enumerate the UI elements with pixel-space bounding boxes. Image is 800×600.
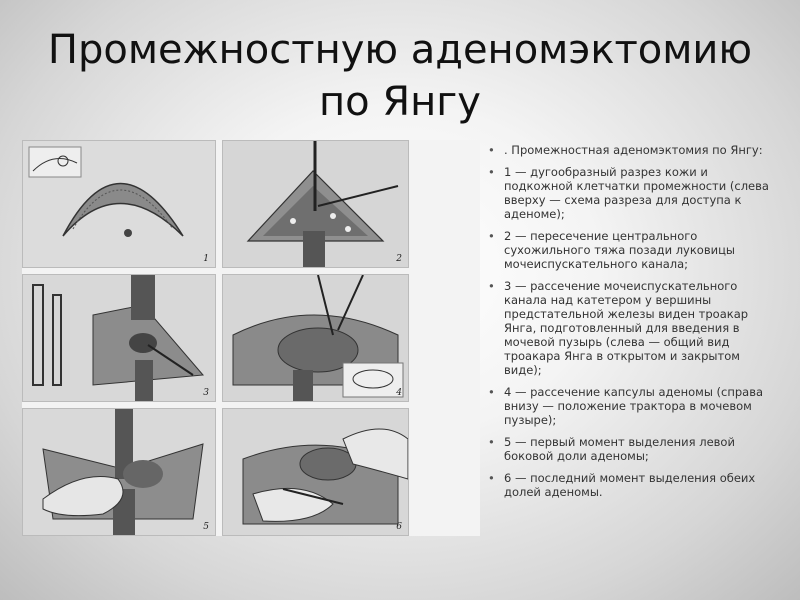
bullet-icon: • [488, 143, 495, 157]
bullet-icon: • [488, 279, 495, 293]
list-item: • 5 — первый момент выделения левой боковой доли аденомы; [488, 435, 735, 463]
illustration-panel-3 [22, 274, 216, 402]
bullet-icon: • [488, 471, 495, 485]
list-item: • 4 — рассечение капсулы аденомы (справа внизу — положение трактора в мочевом пузыре); [488, 385, 764, 427]
list-item: • 6 — последний момент выделения обеих долей аденомы. [488, 471, 756, 499]
list-item: • 1 — дугообразный разрез кожи и подкожной клетчатки промежности (слева вверху — схема разреза для доступа к аденоме); [488, 165, 769, 221]
slide-title [40, 24, 760, 128]
title-line-2: по Янгу [319, 79, 481, 125]
panel-number: 3 [203, 388, 209, 398]
illustration-panel-6 [222, 408, 409, 536]
surgical-illustration [22, 140, 480, 536]
panel-number: 1 [203, 254, 209, 264]
bullet-icon: • [488, 165, 495, 179]
panel-number: 2 [396, 254, 402, 264]
list-item: • 3 — рассечение мочеиспускательного канала над катетером у вершины предстательной железы виден троакар Янга, подготовленный для введения в мочевой пузырь (слева — общий вид троакара Янга в открытом и закрытом виде); [488, 279, 749, 377]
panel-number: 5 [203, 522, 209, 532]
panel-1-drawing [23, 141, 215, 267]
bullet-icon: • [488, 229, 495, 243]
panel-3-drawing [23, 275, 215, 401]
panel-number: 6 [396, 522, 402, 532]
panel-6-drawing [223, 409, 408, 535]
illustration-panel-5 [22, 408, 216, 536]
panel-4-drawing [223, 275, 408, 401]
title-line-1: Промежностную аденомэктомию [47, 27, 753, 73]
list-item: • 2 — пересечение центрального сухожильного тяжа позади луковицы мочеиспускательного канала; [488, 229, 735, 271]
panel-number: 4 [396, 388, 402, 398]
bullet-icon: • [488, 435, 495, 449]
panel-2-drawing [223, 141, 408, 267]
panel-5-drawing [23, 409, 215, 535]
bullet-icon: • [488, 385, 495, 399]
list-item: • . Промежностная аденомэктомия по Янгу: [488, 143, 763, 157]
description-list [486, 143, 776, 507]
illustration-panel-1 [22, 140, 216, 268]
illustration-panel-4 [222, 274, 409, 402]
illustration-panel-2 [222, 140, 409, 268]
